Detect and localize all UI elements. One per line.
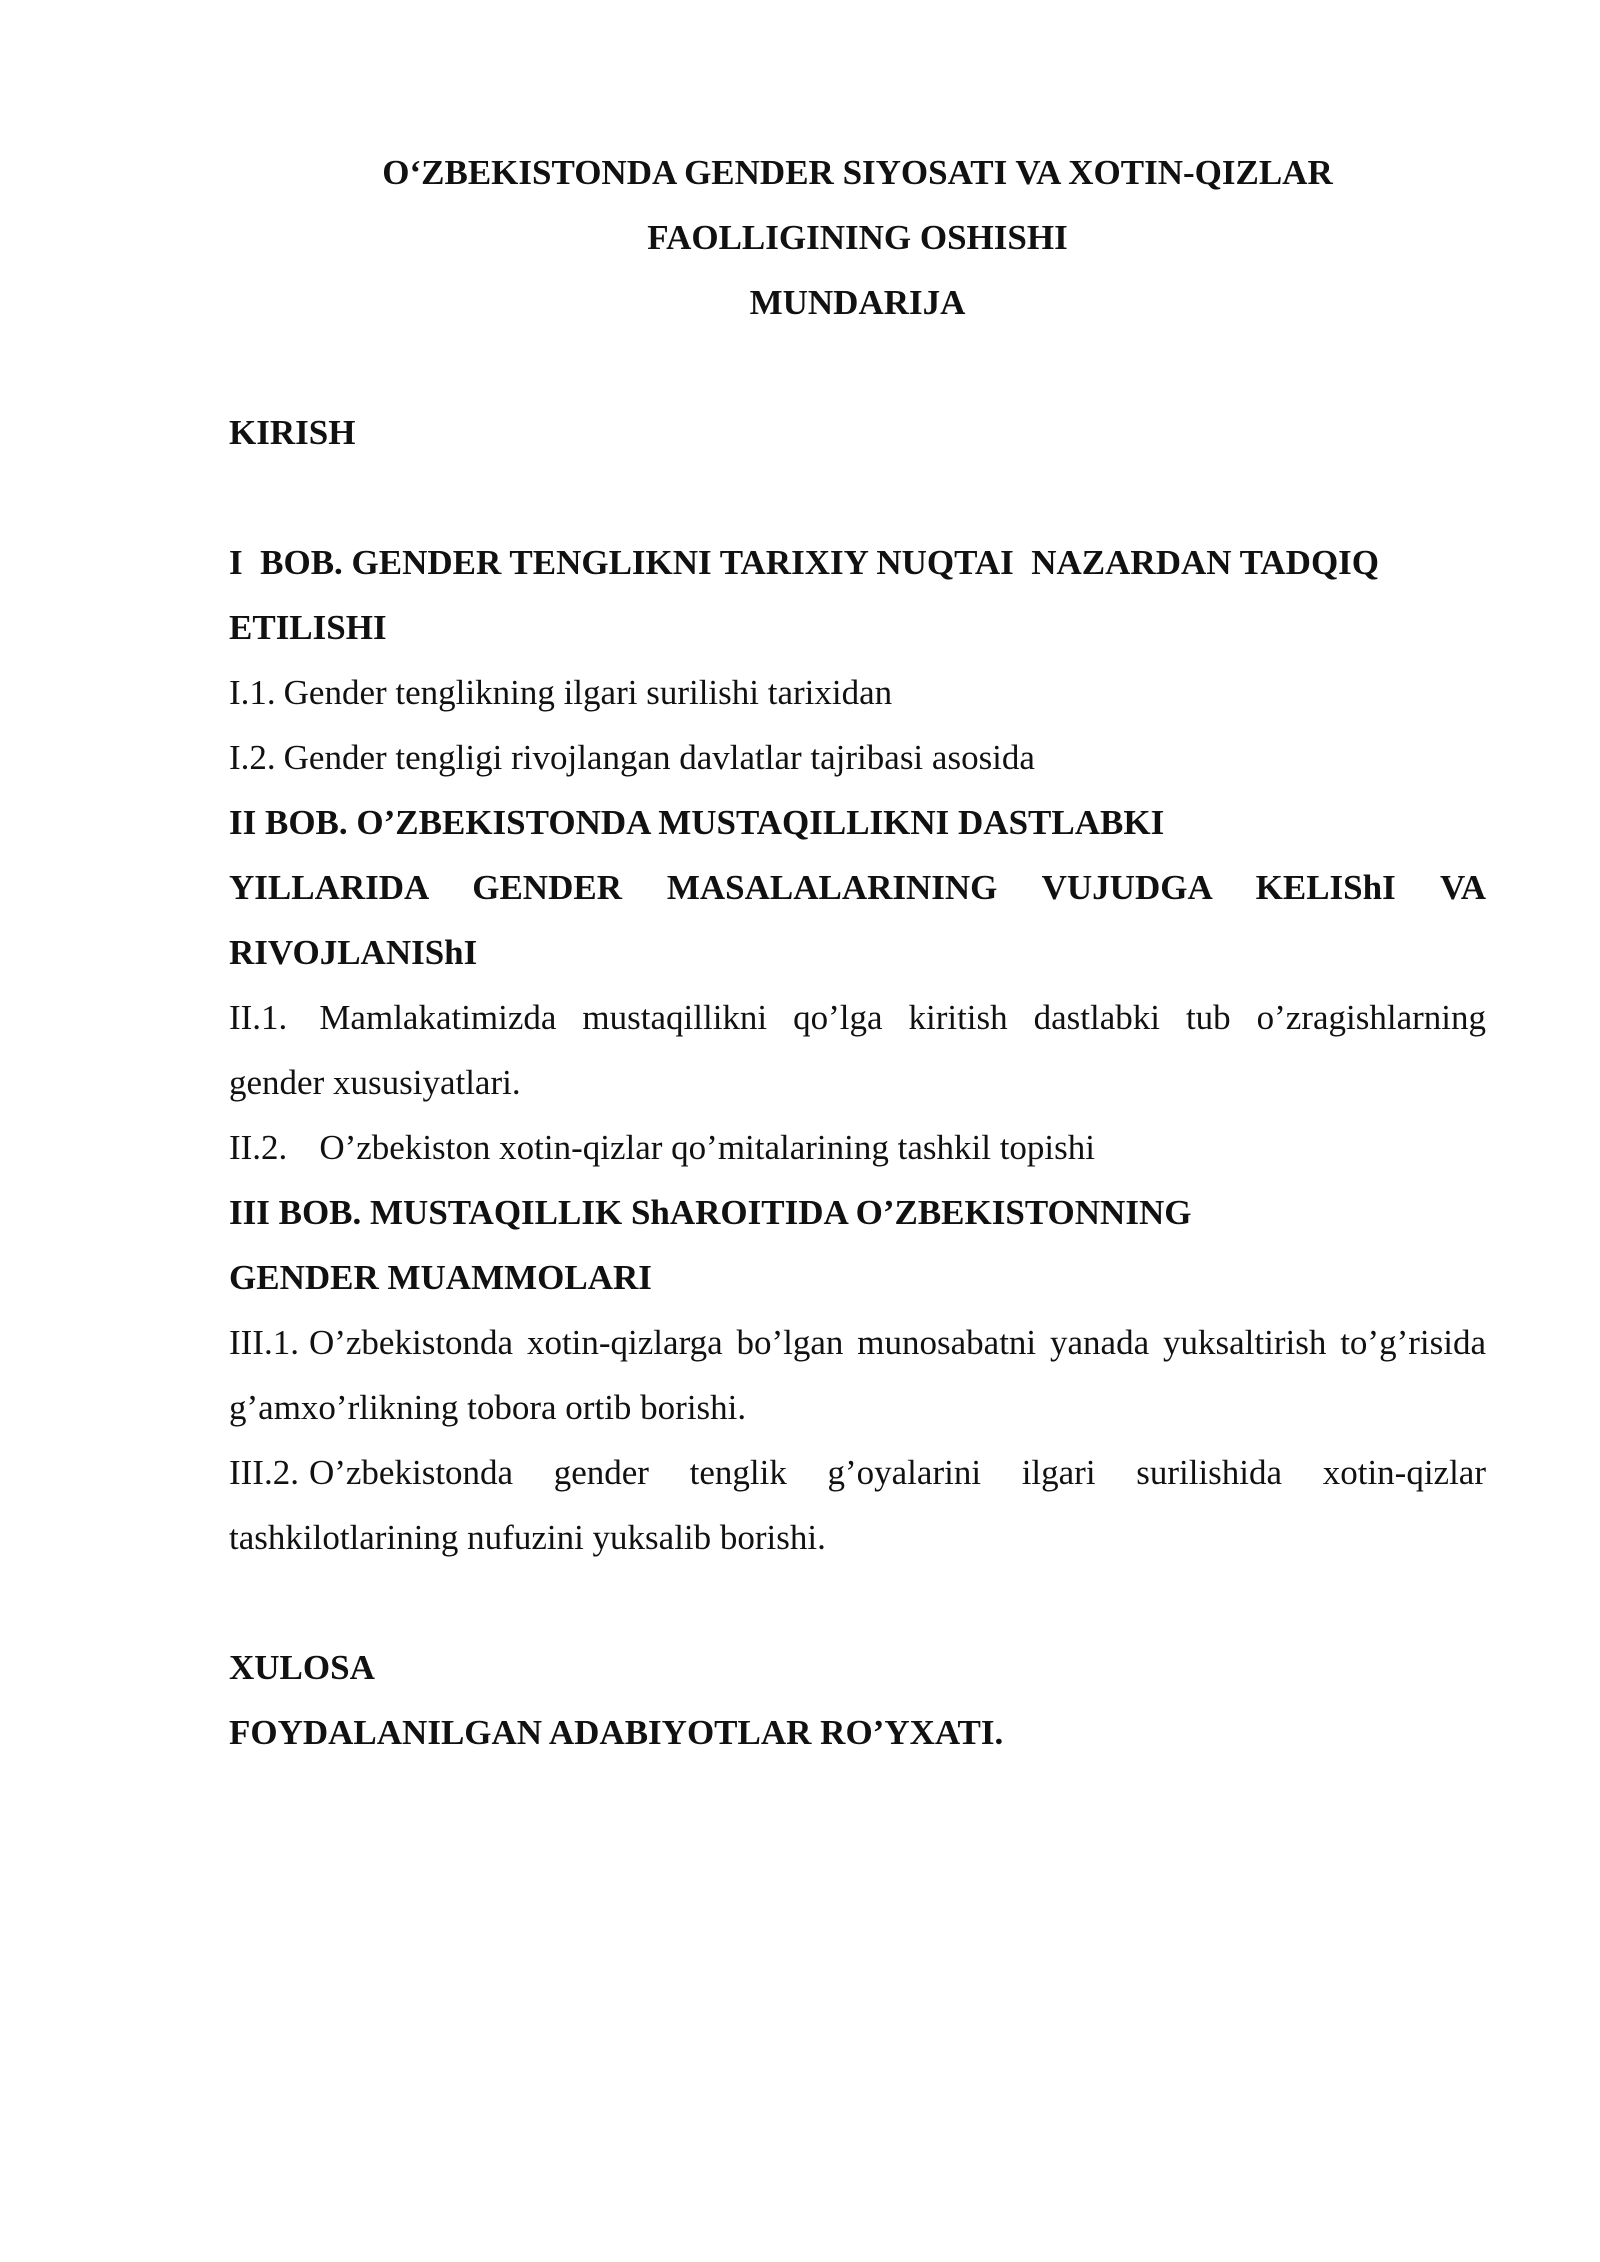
document-title-line-1: O‘ZBEKISTONDA GENDER SIYOSATI VA XOTIN-QIZLAR (382, 153, 1333, 192)
toc-section-2-1 (229, 985, 1486, 1115)
document-title-line-2: FAOLLIGINING OSHISHI (647, 218, 1068, 257)
section-number: II.2. (229, 1128, 288, 1167)
document-content (229, 140, 1486, 1765)
toc-section-1-1 (229, 660, 1486, 725)
chapter-3-title-line-1: III BOB. MUSTAQILLIK ShAROITIDA O’ZBEKISTONNING (229, 1193, 1192, 1232)
section-number: I.1. (229, 673, 276, 712)
toc-section-3-2 (229, 1440, 1486, 1570)
section-text: Gender tenglikning ilgari surilishi tarixidan (283, 673, 893, 712)
chapter-1-title-line-1: I BOB. GENDER TENGLIKNI TARIXIY NUQTAI NAZARDAN TADQIQ (229, 543, 1380, 582)
section-text: O’zbekistonda xotin-qizlarga bo’lgan munosabatni yanada yuksaltirish to’g’risida g’amxo’rlikning tobora ortib borishi. (229, 1323, 1486, 1427)
chapter-2-title-line-3: RIVOJLANIShI (229, 933, 478, 972)
toc-intro: KIRISH (229, 413, 356, 452)
chapter-2-title-line-1: II BOB. O’ZBEKISTONDA MUSTAQILLIKNI DASTLABKI (229, 803, 1165, 842)
section-text: Gender tengligi rivojlangan davlatlar tajribasi asosida (283, 738, 1035, 777)
section-number: II.1. (229, 998, 288, 1037)
spacer (229, 1570, 1486, 1635)
toc-section-3-1 (229, 1310, 1486, 1440)
contents-heading: MUNDARIJA (749, 283, 966, 322)
spacer (229, 465, 1486, 530)
section-text: O’zbekiston xotin-qizlar qo’mitalarining tashkil topishi (319, 1128, 1096, 1167)
spacer (229, 335, 1486, 400)
section-number: III.1. (229, 1323, 299, 1362)
chapter-2-title-line-2: YILLARIDA GENDER MASALALARINING VUJUDGA KELIShI VA (229, 868, 1486, 907)
chapter-1-title-line-2: ETILISHI (229, 608, 387, 647)
toc-conclusion: XULOSA (229, 1648, 375, 1687)
toc-section-1-2 (229, 725, 1486, 790)
chapter-3-title-line-2: GENDER MUAMMOLARI (229, 1258, 652, 1297)
section-text: O’zbekistonda gender tenglik g’oyalarini ilgari surilishida xotin-qizlar tashkilotlarining nufuzini yuksalib borishi. (229, 1453, 1486, 1557)
section-number: III.2. (229, 1453, 299, 1492)
toc-references: FOYDALANILGAN ADABIYOTLAR RO’YXATI. (229, 1713, 1004, 1752)
section-number: I.2. (229, 738, 276, 777)
toc-section-2-2 (229, 1115, 1486, 1180)
section-text: Mamlakatimizda mustaqillikni qo’lga kiritish dastlabki tub o’zragishlarning gender xususiyatlari. (229, 998, 1486, 1102)
